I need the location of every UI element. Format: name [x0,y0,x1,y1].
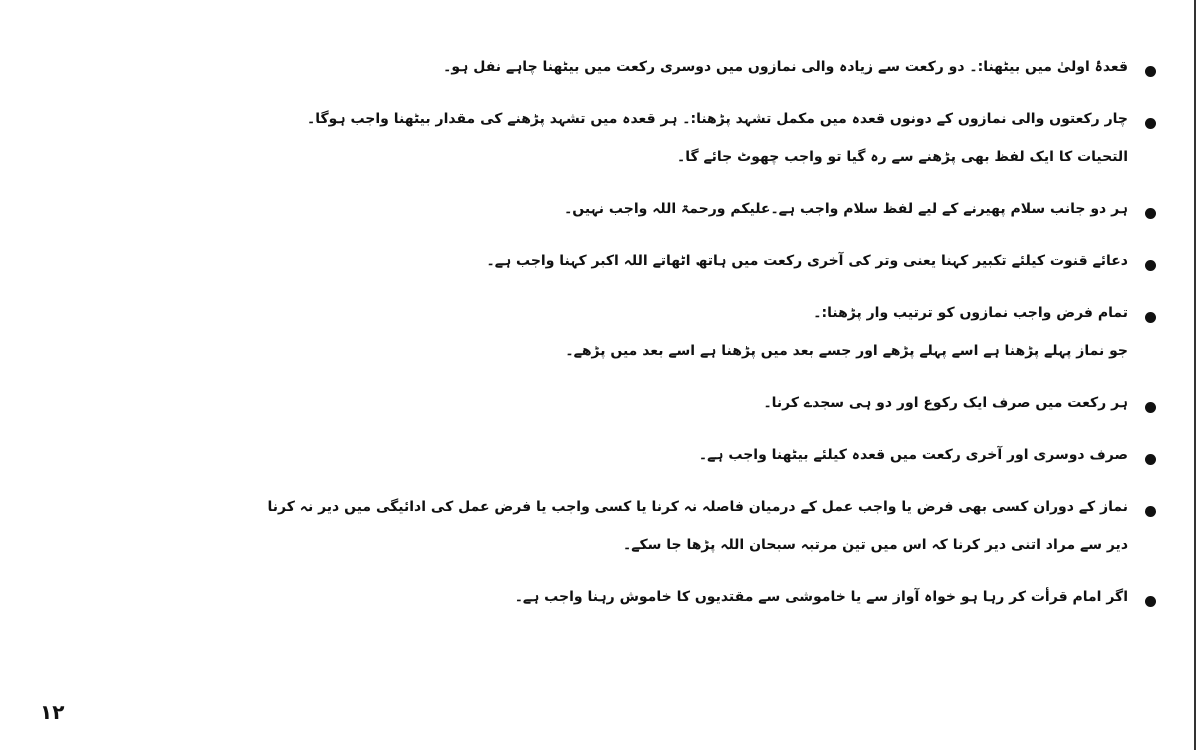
list-item [120,190,1160,228]
bullet-icon [1145,506,1156,517]
list-item [120,488,1160,564]
rules-list [120,48,1160,630]
list-item [120,242,1160,280]
bullet-icon [1145,66,1156,77]
list-item [120,436,1160,474]
bullet-icon [1145,118,1156,129]
item-text-continued: دیر سے مراد اتنی دیر کرنا کہ اس میں تین مرتبہ سبحان اللہ پڑھا جا سکے۔ [623,537,1128,553]
list-item [120,294,1160,370]
list-item [120,48,1160,86]
list-item [120,100,1160,176]
item-text: ہر رکعت میں صرف ایک رکوع اور دو ہی سجدے کرنا۔ [763,395,1128,411]
bullet-icon [1145,312,1156,323]
list-item [120,384,1160,422]
item-text: چار رکعتوں والی نمازوں کے دونوں قعدہ میں مکمل تشہد پڑھنا:۔ ہر قعدہ میں تشہد پڑھنے کی مقدار بیٹھنا واجب ہوگا۔ [307,111,1128,127]
item-text: ہر دو جانب سلام پھیرنے کے لیے لفظ سلام واجب ہے۔علیکم ورحمۃ اللہ واجب نہیں۔ [564,201,1128,217]
bullet-icon [1145,402,1156,413]
item-text-continued: جو نماز پہلے پڑھنا ہے اسے پہلے پڑھے اور جسے بعد میں پڑھنا ہے اسے بعد میں پڑھے۔ [565,343,1128,359]
bullet-icon [1145,208,1156,219]
bullet-icon [1145,454,1156,465]
item-text-continued: التحیات کا ایک لفظ بھی پڑھنے سے رہ گیا تو واجب چھوٹ جائے گا۔ [676,149,1128,165]
item-text: نماز کے دوران کسی بھی فرض یا واجب عمل کے درمیان فاصلہ نہ کرنا یا کسی واجب یا فرض عمل کی ادائیگی میں دیر نہ کرنا [267,499,1128,515]
item-text: تمام فرض واجب نمازوں کو ترتیب وار پڑھنا:۔ [813,305,1128,321]
item-text: دعائے قنوت کیلئے تکبیر کہنا یعنی وتر کی آخری رکعت میں ہاتھ اٹھاتے اللہ اکبر کہنا واجب ہے۔ [486,253,1128,269]
list-item [120,578,1160,616]
bullet-icon [1145,596,1156,607]
item-text: صرف دوسری اور آخری رکعت میں قعدہ کیلئے بیٹھنا واجب ہے۔ [698,447,1128,463]
bullet-icon [1145,260,1156,271]
page-edge-line [1194,0,1196,750]
item-text: قعدۂ اولیٰ میں بیٹھنا:۔ دو رکعت سے زیادہ والی نمازوں میں دوسری رکعت میں بیٹھنا چاہے نفل ہو۔ [443,59,1128,75]
item-text: اگر امام قرأت کر رہا ہو خواہ آواز سے یا خاموشی سے مقتدیوں کا خاموش رہنا واجب ہے۔ [514,589,1128,605]
page-number: ١٢ [40,700,65,724]
